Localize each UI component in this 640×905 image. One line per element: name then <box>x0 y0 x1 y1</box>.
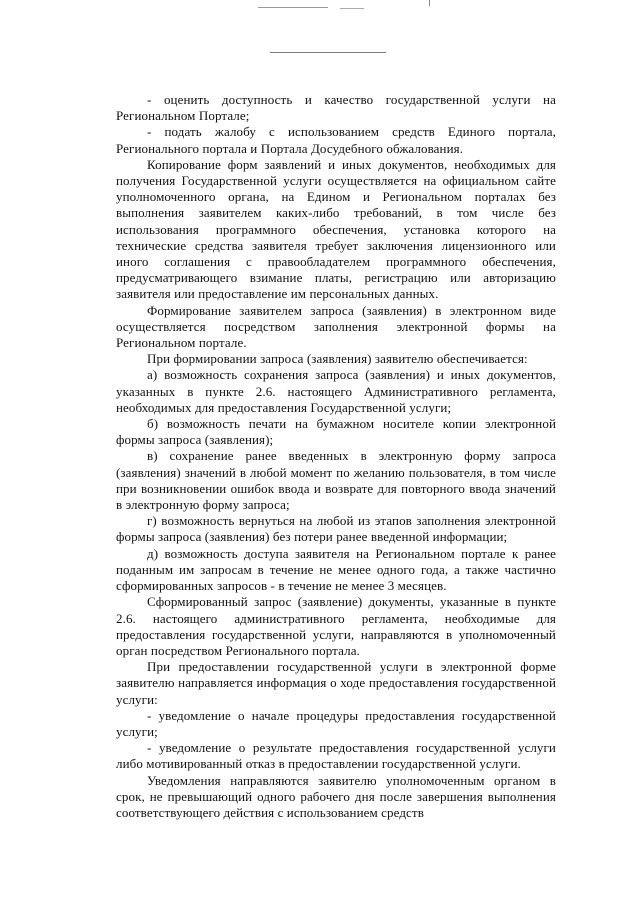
paragraph-list-item: г) возможность вернуться на любой из этапов заполнения электронной формы запроса (заявления) без потери ранее введенной информации; <box>116 513 556 545</box>
paragraph-list-item: - подать жалобу с использованием средств Единого портала, Регионального портала и Портала Досудебного обжалования. <box>116 124 556 156</box>
paragraph: Уведомления направляются заявителю уполномоченным органом в срок, не превышающий одного рабочего дня после завершения выполнения соответствующего действия с использованием средств <box>116 772 556 820</box>
header-rule <box>270 52 386 53</box>
scan-artifact <box>340 8 364 9</box>
paragraph: Копирование форм заявлений и иных документов, необходимых для получения Государственной услуги осуществляется на официальном сайте уполномоченного органа, на Едином и Региональном порталах без выполнения заявителем каких-либо требований, в том числе без использования программного обеспечения, установка которого на технические средства заявителя требует заключения лицензионного или иного соглашения с правообладателем программного обеспечения, предусматривающего взимание платы, регистрацию или авторизацию заявителя или предоставление им персональных данных. <box>116 156 556 302</box>
paragraph-list-item: б) возможность печати на бумажном носителе копии электронной формы запроса (заявления); <box>116 416 556 448</box>
paragraph-list-item: а) возможность сохранения запроса (заявления) и иных документов, указанных в пункте 2.6. настоящего Административного регламента, необходимых для предоставления Государственной услуги; <box>116 367 556 415</box>
paragraph: Формирование заявителем запроса (заявления) в электронном виде осуществляется посредством заполнения электронной формы на Региональном портале. <box>116 302 556 351</box>
scan-artifact <box>258 7 328 8</box>
document-body <box>116 92 556 821</box>
paragraph-list-item: - уведомление о результате предоставления государственной услуги либо мотивированный отказ в предоставлении государственной услуги. <box>116 740 556 772</box>
paragraph-list-item: в) сохранение ранее введенных в электронную форму запроса (заявления) значений в любой момент по желанию пользователя, в том числе при возникновении ошибок ввода и возврате для повторного ввода значений в электронную форму запроса; <box>116 448 556 513</box>
paragraph-list-item: - уведомление о начале процедуры предоставления государственной услуги; <box>116 707 556 739</box>
paragraph: При предоставлении государственной услуги в электронной форме заявителю направляется информация о ходе предоставления государственной услуги: <box>116 659 556 707</box>
scan-artifact <box>429 0 430 6</box>
paragraph: При формировании запроса (заявления) заявителю обеспечивается: <box>147 351 528 367</box>
paragraph-list-item: - оценить доступность и качество государственной услуги на Региональном Портале; <box>116 92 556 124</box>
paragraph-list-item: д) возможность доступа заявителя на Региональном портале к ранее поданным им запросам в течение не менее одного года, а также частично сформированных запросов - в течение не менее 3 месяцев. <box>116 545 556 594</box>
paragraph: Сформированный запрос (заявление) документы, указанные в пункте 2.6. настоящего административного регламента, необходимые для предоставления государственной услуги, направляются в уполномоченный орган посредством Регионального портала. <box>116 594 556 658</box>
